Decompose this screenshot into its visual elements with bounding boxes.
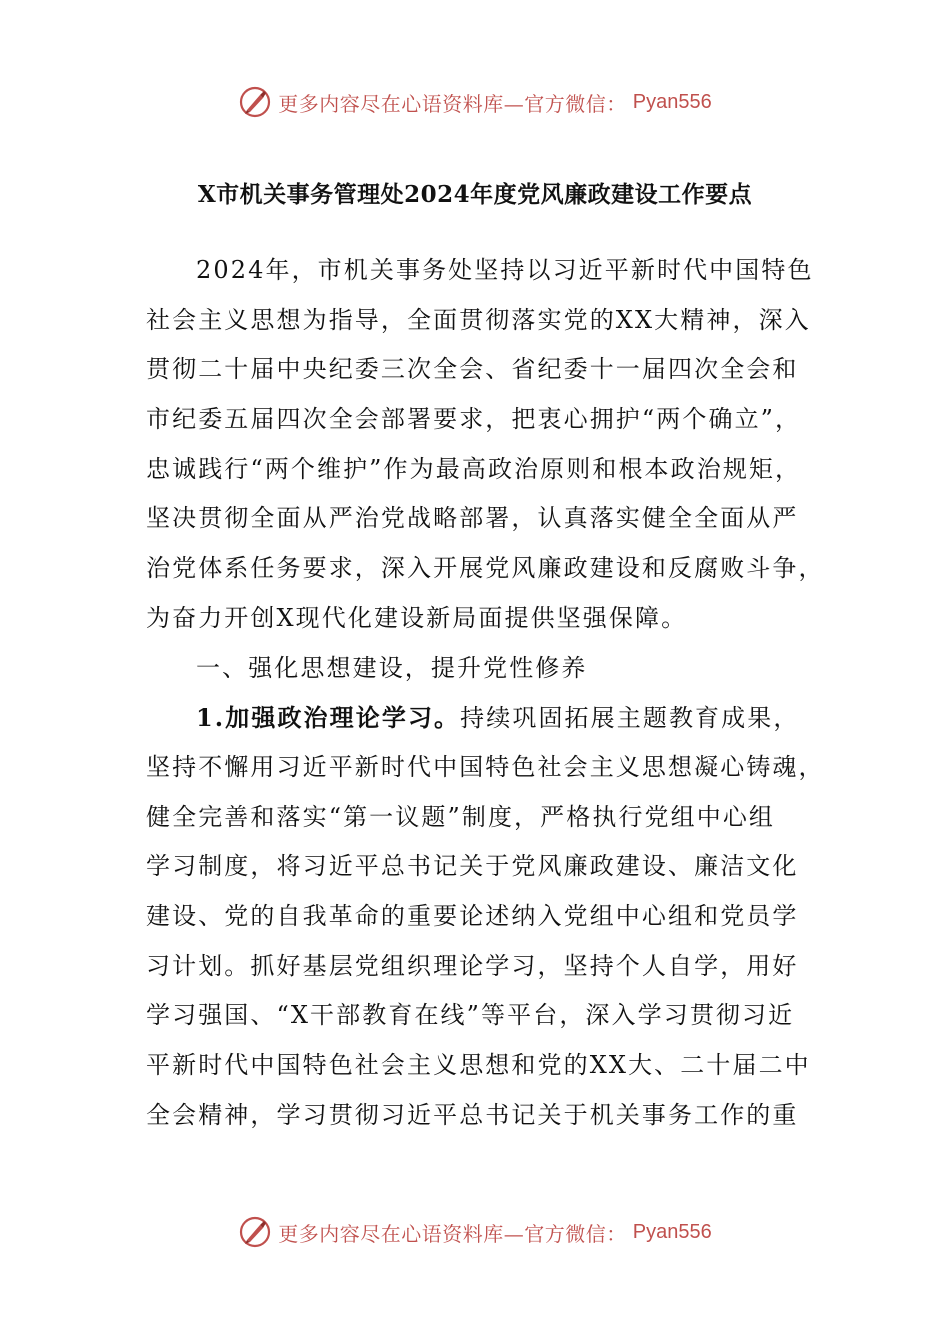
item1-line: 坚持不懈用习近平新时代中国特色社会主义思想凝心铸魂， xyxy=(146,752,825,781)
pen-logo-icon xyxy=(238,1215,272,1249)
watermark-footer xyxy=(0,1212,950,1252)
intro-line: 市纪委五届四次全会部署要求，把衷心拥护“两个确立”， xyxy=(146,405,802,434)
item1-line: 学习制度，将习近平总书记关于党风廉政建设、廉洁文化 xyxy=(146,852,799,881)
watermark-header xyxy=(0,82,950,122)
section-heading: 一、强化思想建设，提升党性修养 xyxy=(196,653,588,682)
item1-line: 建设、党的自我革命的重要论述纳入党组中心组和党员学 xyxy=(146,901,799,930)
item1-line: 学习强国、“X干部教育在线”等平台，深入学习贯彻习近 xyxy=(146,1001,795,1030)
intro-line: 2024年，市机关事务处坚持以习近平新时代中国特色 xyxy=(196,256,814,284)
document-title: X市机关事务管理处2024年度党风廉政建设工作要点 xyxy=(197,181,753,208)
item1-line: 习计划。抓好基层党组织理论学习，坚持个人自学，用好 xyxy=(146,951,799,980)
intro-line: 社会主义思想为指导，全面贯彻落实党的XX大精神，深入 xyxy=(146,305,811,334)
watermark-wechat-id: Pyan556 xyxy=(632,90,712,113)
document-body xyxy=(146,246,825,1140)
item1-first-line xyxy=(146,693,806,743)
intro-line: 治党体系任务要求，深入开展党风廉政建设和反腐败斗争， xyxy=(146,554,825,583)
item1-line: 健全完善和落实“第一议题”制度，严格执行党组中心组 xyxy=(146,802,776,831)
watermark-text: 更多内容尽在心语资料库—官方微信： xyxy=(278,91,627,116)
item1-line: 平新时代中国特色社会主义思想和党的XX大、二十届二中 xyxy=(146,1051,811,1079)
intro-line: 忠诚践行“两个维护”作为最高政治原则和根本政治规矩， xyxy=(146,454,802,483)
item1-first-rest: 持续巩固拓展主题教育成果， xyxy=(460,704,800,733)
watermark-text: 更多内容尽在心语资料库—官方微信： xyxy=(278,1221,627,1246)
item1-label: 1.加强政治理论学习。 xyxy=(196,703,461,733)
intro-line: 为奋力开创X现代化建设新局面提供坚强保障。 xyxy=(146,603,688,632)
watermark-wechat-id: Pyan556 xyxy=(632,1220,712,1243)
item1-line: 全会精神，学习贯彻习近平总书记关于机关事务工作的重 xyxy=(146,1100,799,1129)
intro-line: 坚决贯彻全面从严治党战略部署，认真落实健全全面从严 xyxy=(146,504,799,533)
pen-logo-icon xyxy=(238,85,272,119)
intro-line: 贯彻二十届中央纪委三次全会、省纪委十一届四次全会和 xyxy=(146,355,799,384)
